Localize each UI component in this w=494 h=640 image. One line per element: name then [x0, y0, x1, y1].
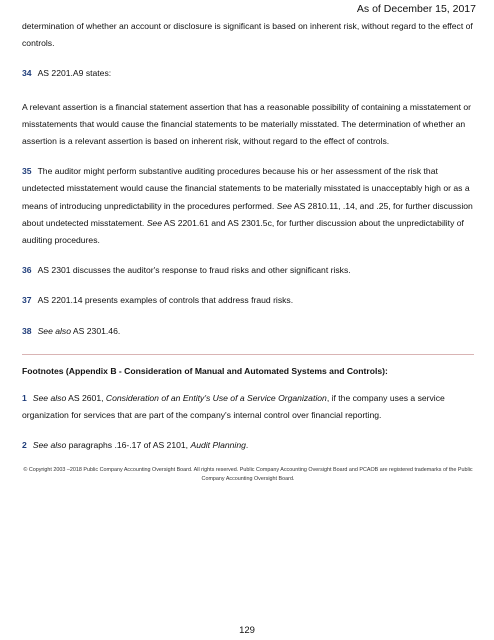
- footnote-text: AS 2201.A9 states:: [37, 68, 112, 79]
- see-italic: See also: [32, 392, 67, 403]
- footnote-number[interactable]: 38: [22, 325, 32, 336]
- see-italic: See: [276, 200, 292, 211]
- footnote-text: AS 2301 discusses the auditor's response to fraud risks and other significant risks.: [37, 265, 351, 276]
- footnote-number[interactable]: 2: [22, 440, 27, 451]
- footnote-text: , if the company uses a service organization for services that are part of the company's internal control over financial reporting.: [22, 392, 445, 421]
- standard-title: Audit Planning: [190, 440, 246, 451]
- footnote-text: The auditor might perform substantive auditing procedures because his or her assessment of the risk that undetected misstatement would cause the financial statements to be materially misstated is unacceptably high or as a means of introducing unpredictability in the procedures performed.: [22, 166, 470, 211]
- footnote-number[interactable]: 36: [22, 265, 32, 276]
- see-italic: See also: [37, 325, 72, 336]
- see-italic: See: [146, 217, 162, 228]
- continuation-paragraph: determination of whether an account or disclosure is significant is based on inherent risk, without regard to the effect of controls.: [22, 21, 473, 49]
- page-content: [22, 18, 474, 484]
- copyright-notice: © Copyright 2003 –2018 Public Company Accounting Oversight Board. All rights reserved. Public Company Accounting Oversight Board and PCAOB are registered trademarks of the Public Company Accounting Oversight Board.: [23, 467, 473, 483]
- appendix-footnotes-heading: Footnotes (Appendix B - Consideration of Manual and Automated Systems and Controls):: [22, 365, 388, 376]
- section-divider: [22, 354, 474, 355]
- footnote-text: AS 2201.14 presents examples of controls that address fraud risks.: [37, 295, 294, 306]
- footnote-text: AS 2201.61 and AS 2301.5c, for further discussion about the unpredictability of auditing procedures.: [22, 217, 464, 246]
- footnote-34: [22, 65, 474, 82]
- see-italic: See also: [32, 440, 67, 451]
- appendix-footnote-2: [22, 437, 474, 454]
- footnote-text: paragraphs .16-.17 of AS 2101,: [66, 440, 191, 451]
- footnote-number[interactable]: 37: [22, 295, 32, 306]
- footnote-text: AS 2810.11, .14, and .25, for further discussion about undetected misstatement.: [22, 200, 473, 228]
- footnote-38: [22, 323, 474, 340]
- footnote-35: [22, 163, 474, 249]
- standard-title: Consideration of an Entity's Use of a Service Organization: [105, 392, 327, 403]
- footnote-number[interactable]: 1: [22, 392, 27, 403]
- footnote-text: .: [245, 440, 249, 451]
- footnote-text: AS 2301.46.: [71, 325, 121, 336]
- footnote-37: [22, 292, 474, 309]
- footnote-36: [22, 262, 474, 279]
- footnote-number[interactable]: 35: [22, 166, 32, 177]
- quoted-paragraph: A relevant assertion is a financial statement assertion that has a reasonable possibility of containing a misstatement or misstatements that would cause the financial statements to be materially misstated. The determination of whether an assertion is a relevant assertion is based on inherent risk, without regard to the effect of controls.: [22, 101, 472, 147]
- header-date: As of December 15, 2017: [356, 3, 476, 15]
- appendix-footnote-1: [22, 390, 474, 424]
- footnote-number[interactable]: 34: [22, 68, 32, 79]
- page-number: 129: [239, 625, 255, 636]
- footnote-text: AS 2601,: [66, 392, 106, 403]
